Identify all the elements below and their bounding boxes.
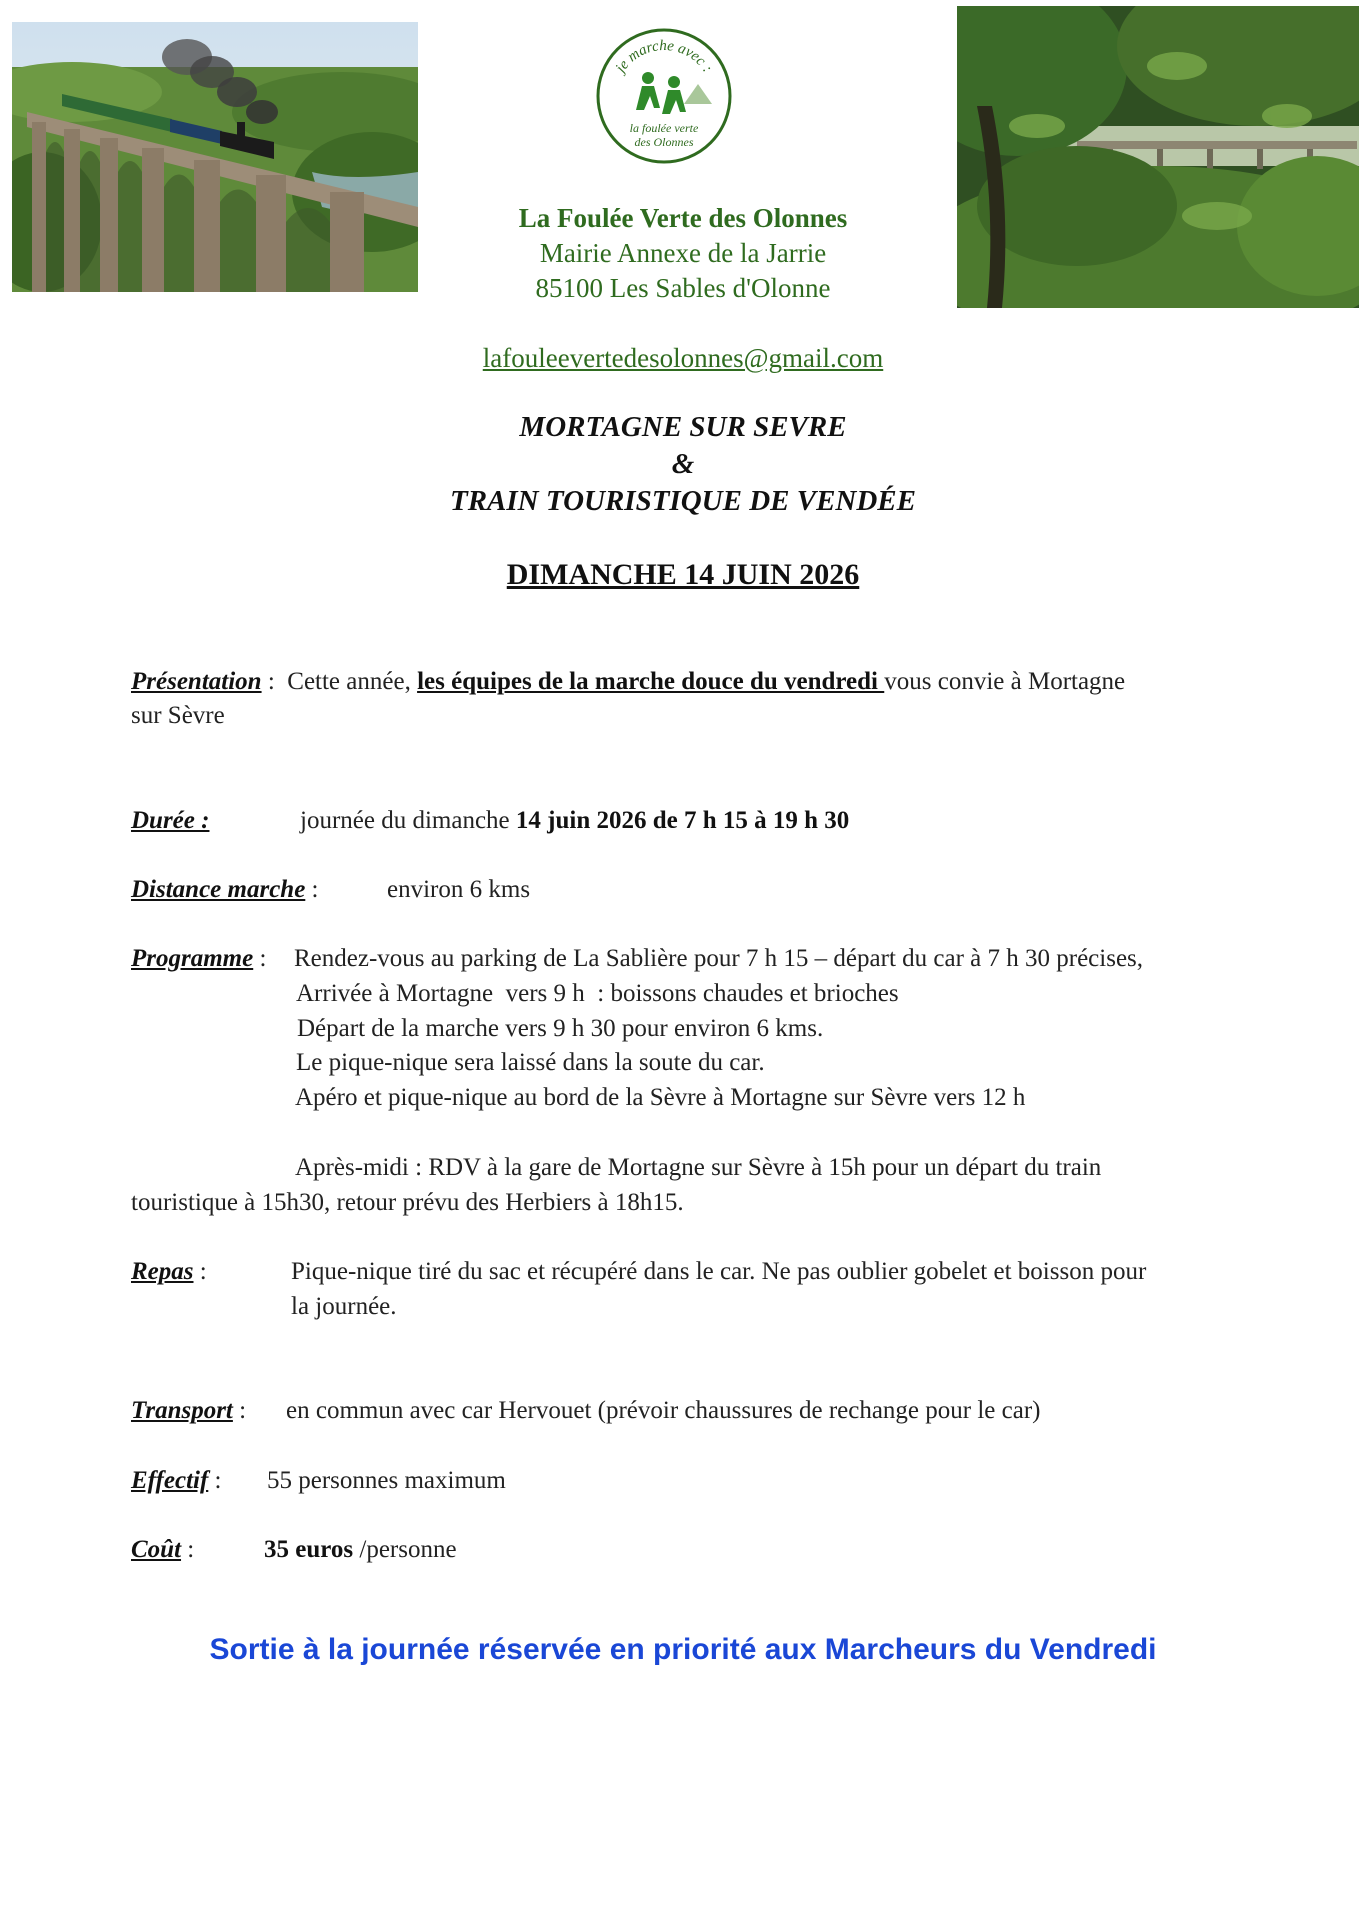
programme-sep: : [253, 945, 267, 972]
repas-sep: : [193, 1258, 207, 1285]
cout-unit: /personne [353, 1536, 457, 1563]
presentation-sep: : Cette année, [261, 668, 418, 695]
programme-line: Rendez-vous au parking de La Sablière pour 7 h 15 – départ du car à 7 h 30 précises, [294, 945, 1144, 972]
presentation-label: Présentation [131, 668, 262, 695]
logo-inner-text-2: des Olonnes [634, 135, 694, 149]
logo-inner-text-1: la foulée verte [629, 121, 699, 135]
transport-label-wrap [131, 1397, 246, 1425]
cout-amount: 35 euros [264, 1536, 354, 1563]
cout-label: Coût [131, 1536, 182, 1563]
distance-label-wrap [131, 876, 319, 904]
effectif-value: 55 personnes maximum [267, 1467, 506, 1494]
programme-line: Le pique-nique sera laissé dans la soute du car. [296, 1049, 765, 1076]
repas-line-2: la journée. [291, 1293, 397, 1320]
date-title-container [283, 558, 1083, 592]
presentation-line [131, 668, 1125, 696]
presentation-line-2: sur Sèvre [131, 702, 225, 729]
cout-label-wrap [131, 1536, 194, 1564]
apres-midi-line-1: Après-midi : RDV à la gare de Mortagne sur Sèvre à 15h pour un départ du train [295, 1154, 1102, 1181]
duree-label-wrap [131, 807, 209, 835]
transport-value: en commun avec car Hervouet (prévoir chaussures de rechange pour le car) [286, 1397, 1041, 1424]
org-name: La Foulée Verte des Olonnes [518, 203, 848, 233]
duree-text: journée du dimanche [300, 807, 516, 834]
programme-label: Programme [131, 945, 254, 972]
duree-bold: 14 juin 2026 de 7 h 15 à 19 h 30 [515, 807, 850, 834]
club-logo [594, 26, 734, 166]
distance-value: environ 6 kms [387, 876, 531, 903]
title-line-1: MORTAGNE SUR SEVRE [519, 411, 847, 443]
transport-label: Transport [131, 1397, 233, 1424]
address-line-1: Mairie Annexe de la Jarrie [539, 238, 827, 268]
programme-line: Apéro et pique-nique au bord de la Sèvre à Mortagne sur Sèvre vers 12 h [295, 1084, 1026, 1111]
presentation-rest: vous convie à Mortagne [884, 668, 1126, 695]
effectif-label: Effectif [131, 1467, 209, 1494]
email-container [283, 343, 1083, 374]
effectif-label-wrap [131, 1467, 222, 1495]
transport-sep: : [232, 1397, 247, 1424]
effectif-sep: : [208, 1467, 222, 1494]
cout-value [264, 1536, 457, 1564]
event-date: DIMANCHE 14 JUIN 2026 [506, 558, 860, 591]
apres-midi-line-2: touristique à 15h30, retour prévu des Herbiers à 18h15. [131, 1189, 684, 1216]
programme-line: Arrivée à Mortagne vers 9 h : boissons chaudes et brioches [296, 980, 899, 1007]
distance-label: Distance marche [131, 876, 306, 903]
address-line-2: 85100 Les Sables d'Olonne [535, 273, 831, 303]
presentation-highlight: les équipes de la marche douce du vendredi [417, 668, 885, 695]
cout-sep: : [181, 1536, 195, 1563]
programme-label-wrap [131, 945, 266, 973]
duree-value [300, 807, 849, 835]
repas-label: Repas [131, 1258, 194, 1285]
programme-line: Départ de la marche vers 9 h 30 pour environ 6 kms. [297, 1015, 824, 1042]
duree-label: Durée : [131, 807, 210, 834]
repas-label-wrap [131, 1258, 207, 1286]
title-ampersand: & [671, 448, 695, 480]
logo-arc-text: je marche avec : [612, 37, 716, 76]
priority-note: Sortie à la journée réservée en priorité aux Marcheurs du Vendredi [209, 1633, 1157, 1666]
repas-line-1: Pique-nique tiré du sac et récupéré dans le car. Ne pas oublier gobelet et boisson pour [291, 1258, 1147, 1285]
title-line-3: TRAIN TOURISTIQUE DE VENDÉE [450, 485, 916, 517]
email-link[interactable]: lafouleevertedesolonnes@gmail.com [482, 343, 884, 373]
distance-sep: : [305, 876, 319, 903]
